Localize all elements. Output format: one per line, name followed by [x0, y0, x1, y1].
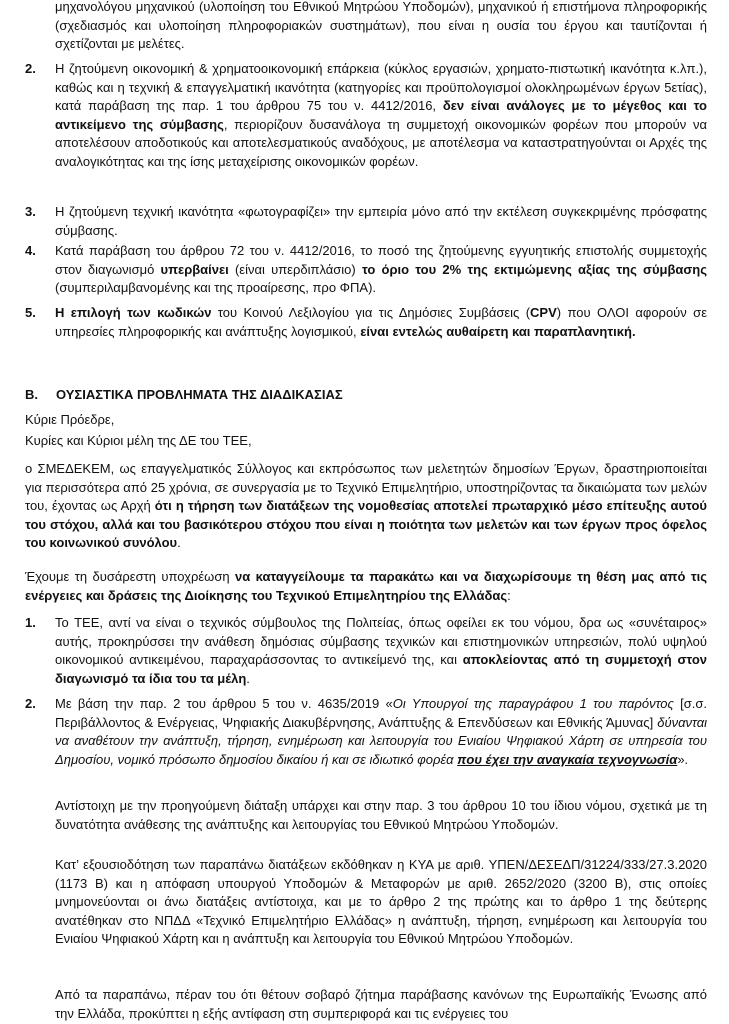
text-run: : — [507, 587, 511, 603]
bold-text: δεν είναι ανάλογες με το μέγεθος και το αντικείμενο της σύμβασης — [55, 98, 707, 132]
text-run: Η ζητούμενη οικονομική & χρηματοοικονομική επάρκεια (κύκλος εργασιών, χρηματο-πιστωτική ικανότητα κ.λπ.), καθώς και η τεχνική & επαγγελματική ικανότητα (κατηγορίες και προϋπολογισμοί ολοκληρωμένων έργων 5ετίας), κατά παράβαση της παρ. 1 του άρθρου 75 του ν. 4412/2016, — [55, 61, 707, 114]
italic-text: δύνανται να αναθέτουν την ανάπτυξη, τήρηση, ενημέρωση και λειτουργία του Ενιαίου Ψηφιακού Χάρτη σε υπηρεσία του Δημοσίου, νομικό πρόσωπο δημοσίου δικαίου ή και σε ιδιωτικό φορέα — [55, 714, 707, 767]
list-item-text — [55, 242, 707, 298]
list-number: 2. — [25, 61, 36, 76]
text-run: . — [246, 670, 250, 686]
text-run: . — [177, 535, 181, 551]
text-run: , περιορίζουν δυσανάλογα τη συμμετοχή οικονομικών φορέων που μπορούν να αποτελέσουν αποδοτικούς και αποτελεσματικούς αναδόχους, με αποτέλεσμα να καταστρατηγούνται οι Αρχές της αναλογικότητας και της ίσης μεταχείρισης οικονομικών φορέων. — [55, 116, 707, 169]
list-item-text — [55, 60, 707, 172]
section-title: ΟΥΣΙΑΣΤΙΚΑ ΠΡΟΒΛΗΜΑΤΑ ΤΗΣ ΔΙΑΔΙΚΑΣΙΑΣ — [56, 387, 343, 402]
salutation-line-2: Κυρίες και Κύριοι μέλη της ΔΕ του ΤΕΕ, — [25, 433, 252, 448]
list-item-text: Η ζητούμενη τεχνική ικανότητα «φωτογραφίζει» την εμπειρία μόνο από την εκτέλεση συγκεκριμένης πρόσφατης σύμβασης. — [55, 204, 707, 238]
list-item-text — [55, 304, 707, 341]
text-run: ) που ΟΛΟΙ αφορούν σε υπηρεσίες πληροφορικής και ανάπτυξης λογισμικού, — [55, 305, 707, 339]
italic-text: Οι Υπουργοί της παραγράφου 1 του παρόντος — [392, 696, 674, 711]
text-run: του Κοινού Λεξιλογίου για τις Δημόσιες Συμβάσεις ( — [211, 305, 531, 320]
salutation-line-1: Κύριε Πρόεδρε, — [25, 412, 115, 427]
item-1-continuation — [55, 0, 707, 54]
bold-text: Η επιλογή των κωδικών — [55, 305, 212, 320]
text-run: Κατά παράβαση του άρθρου 72 του ν. 4412/2016, το ποσό της ζητούμενης εγγυητικής επιστολής συμμετοχής στον διαγωνισμό — [55, 243, 707, 277]
section-heading — [25, 386, 343, 405]
list-number: 2. — [25, 696, 36, 711]
list-number: 3. — [25, 204, 36, 219]
bold-text: υπερβαίνει — [160, 261, 229, 277]
item-1-continuation-text: μηχανολόγου μηχανικού (υλοποίηση του Εθνικού Μητρώου Υποδομών), μηχανικού ή επιστήμονα πληροφορικής (σχεδιασμός και υλοποίηση πληροφοριακών συστημάτων), που είναι η ουσία του έργου και ταυτίζονται ή σχετίζονται με μελέτες. — [55, 0, 707, 52]
paragraph-denounce — [25, 568, 707, 605]
list-item-2 — [25, 60, 707, 172]
text-run: [σ.σ. Περιβάλλοντος & Ενέργειας, Ψηφιακής Διακυβέρνησης, Ανάπτυξης & Επενδύσεων και Εθνικής Άμυνας] — [55, 696, 707, 730]
text-run: Με βάση την παρ. 2 του άρθρου 5 του ν. 4635/2019 « — [55, 696, 393, 711]
text-run: Το ΤΕΕ, αντί να είναι ο τεχνικός σύμβουλος της Πολιτείας, όπως οφείλει εκ του νόμου, δρα ως «συνέταιρος» αυτής, προκηρύσσει την ανάθεση δημόσιας σύμβασης τεχνικών και επιστημονικών υπηρεσιών, πολύ υψηλού οικονομικού αντικειμένου, παραχαράσσοντας το αντικείμενό της, και — [55, 615, 707, 668]
paragraph-conclusion: Από τα παραπάνω, πέραν του ότι θέτουν σοβαρό ζήτημα παράβασης κανόνων της Ευρωπαϊκής Ένωσης από την Ελλάδα, προκύπτει η εξής αντίφαση στη συμπεριφορά και τις ενέργειες του — [55, 987, 707, 1021]
bold-text: ότι η τήρηση των διατάξεων της νομοθεσίας αποτελεί πρωταρχικό μέσο επίτευξης αυτού του στόχου, αλλά και του βασικότερου στόχου που είναι η ποιότητα των μελετών και των έργων προς όφελος του κοινωνικού συνόλου — [25, 498, 707, 551]
list-number: 1. — [25, 615, 36, 630]
bold-underlined-text: που έχει την αναγκαία τεχνογνωσία — [457, 751, 678, 767]
text-run: Έχουμε τη δυσάρεστη υποχρέωση — [25, 569, 235, 584]
bold-text: το όριο του 2% της εκτιμώμενης αξίας της σύμβασης — [361, 261, 707, 277]
paragraph-article-10: Αντίστοιχη με την προηγούμενη διάταξη υπάρχει και στην παρ. 3 του άρθρου 10 του ίδιου νόμου, σχετικά με τη δυνατότητα ανάθεσης της ανάπτυξης και λειτουργίας του Εθνικού Μητρώου Υποδομών. — [55, 798, 707, 832]
bold-text: CPV — [530, 305, 557, 320]
text-run: ο ΣΜΕΔΕΚΕΜ, ως επαγγελματικός Σύλλογος και εκπρόσωπος των μελετητών δημοσίων Έργων, δραστηριοποιείται για περισσότερα από 25 χρόνια, σε συνεργασία με το Τεχνικό Επιμελητήριο, υποστηρίζοντας τα δικαιώματα των μελών του, έχοντας ως Αρχή — [25, 461, 707, 514]
list-item-text — [55, 614, 707, 688]
list-item-5 — [25, 304, 707, 341]
paragraph-kya: Κατ’ εξουσιοδότηση των παραπάνω διατάξεων εκδόθηκαν η ΚΥΑ με αριθ. ΥΠΕΝ/ΔΕΣΕΔΠ/31224/333/27.3.2020 (1173 Β) και η απόφαση υπουργού Υποδομών & Μεταφορών με αριθ. 2652/2020 (3200 Β), στις οποίες μνημονεύονται οι άνω διατάξεις αντίστοιχα, και με το άρθρο 2 της πρώτης και το άρθρο 1 της δεύτερης ανατέθηκαν στο ΝΠΔΔ «Τεχνικό Επιμελητήριο Ελλάδας» η ανάπτυξη, τήρηση, ενημέρωση και λειτουργία του Ενιαίου Ψηφιακού Χάρτη και η ανάπτυξη και λειτουργία του Εθνικού Μητρώου Υποδομών. — [55, 857, 707, 947]
text-run: (συμπεριλαμβανομένης και της προαίρεσης, προ ΦΠΑ). — [55, 280, 377, 296]
list-item-4 — [25, 242, 707, 298]
list-item-b2 — [25, 695, 707, 769]
bold-text: αποκλείοντας από τη συμμετοχή στον διαγωνισμό τα ίδια του τα μέλη — [55, 652, 707, 686]
section-letter: B. — [25, 387, 38, 402]
list-item-3 — [25, 203, 707, 240]
paragraph-smedekem — [25, 460, 707, 553]
bold-text: είναι εντελώς αυθαίρετη και παραπλανητική. — [360, 323, 636, 339]
list-number: 5. — [25, 305, 36, 320]
list-item-b1 — [25, 614, 707, 688]
bold-text: να καταγγείλουμε τα παρακάτω και να διαχωρίσουμε τη θέση μας από τις ενέργειες και δράσεις της Διοίκησης του Τεχνικού Επιμελητηρίου της Ελλάδας — [25, 569, 707, 603]
list-item-text — [55, 695, 707, 769]
text-run: ». — [677, 751, 689, 767]
text-run: (είναι υπερδιπλάσιο) — [228, 261, 362, 277]
list-number: 4. — [25, 243, 36, 258]
